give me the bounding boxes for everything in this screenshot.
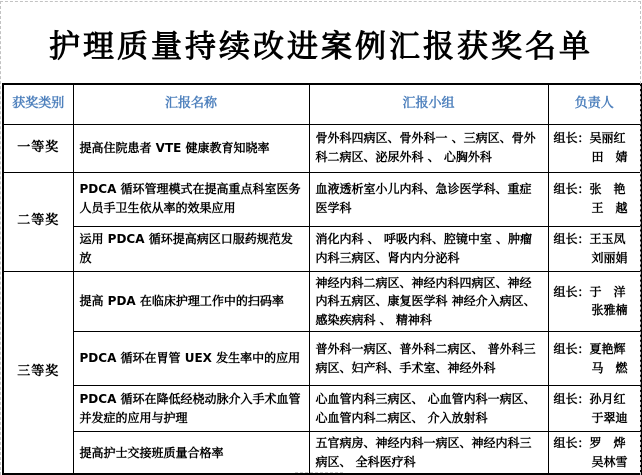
member-name: 于翠迪 (591, 410, 628, 425)
award-table (2, 83, 642, 475)
table-row (3, 172, 641, 226)
leader-cell (548, 386, 641, 432)
report-name-cell: PDCA 循环管理模式在提高重点科室医务人员手卫生依从率的效果应用 (73, 172, 309, 226)
member-name: 马 燃 (591, 360, 628, 375)
leader-name: 组长：夏艳辉 (553, 342, 626, 357)
report-group-cell: 心血管内科三病区、 心血管内科一病区、心血管内科二病区、 介入放射科 (309, 386, 548, 432)
table-row (3, 332, 641, 386)
header-award-category: 获奖类别 (3, 84, 73, 124)
leader-name: 组长：孙月红 (553, 392, 626, 407)
table-row (3, 124, 641, 172)
page-title: 护理质量持续改进案例汇报获奖名单 (49, 28, 593, 65)
leader-name: 组长：罗 烨 (553, 436, 626, 451)
leader-cell (548, 172, 641, 226)
leader-cell (548, 124, 641, 172)
award-category-cell-third-prize: 三等奖 (3, 271, 73, 474)
report-name-cell: 提高护士交接班质量合格率 (73, 432, 309, 475)
report-name-cell: 提高 PDA 在临床护理工作中的扫码率 (73, 271, 309, 332)
table-row (3, 432, 641, 475)
leader-cell (548, 271, 641, 332)
member-name: 刘丽娟 (591, 250, 628, 265)
report-group-cell: 骨外科四病区、骨外科一 、三病区、骨外科二病区、泌尿外科 、 心胸外科 (309, 124, 548, 172)
member-name: 王 越 (591, 201, 628, 215)
report-name-cell: PDCA 循环在胃管 UEX 发生率中的应用 (73, 332, 309, 386)
header-report-group: 汇报小组 (309, 84, 548, 124)
member-name: 吴林雪 (591, 454, 628, 469)
report-group-cell: 血液透析室小儿内科、急诊医学科、重症医学科 (309, 172, 548, 226)
member-name: 张雅楠 (591, 303, 628, 318)
award-category-cell-first-prize: 一等奖 (3, 124, 73, 172)
report-group-cell: 神经内科二病区、神经内科四病区、神经内科五病区、康复医学科 神经介入病区、 感染疾病科 、 精神科 (309, 271, 548, 332)
table-row (3, 226, 641, 271)
leader-cell (548, 226, 641, 271)
report-name-cell: 提高住院患者 VTE 健康教育知晓率 (73, 124, 309, 172)
leader-name: 组长：于 洋 (553, 284, 626, 299)
report-name-cell: PDCA 循环在降低经桡动脉介入手术血管并发症的应用与护理 (73, 386, 309, 432)
header-leader: 负责人 (548, 84, 641, 124)
member-name: 田 婧 (591, 150, 628, 164)
report-group-cell: 消化内科 、 呼吸内科、腔镜中室 、肿瘤内科三病区、肾内内分泌科 (309, 226, 548, 271)
report-group-cell: 普外科一病区、普外科二病区、 普外科三病区、妇产科、手术室、神经外科 (309, 332, 548, 386)
leader-name: 组长：王玉凤 (553, 231, 626, 246)
award-category-cell-second-prize: 二等奖 (3, 172, 73, 271)
report-group-cell: 五官病房、神经内科一病区、神经内科三病区、 全科医疗科 (309, 432, 548, 475)
leader-cell (548, 432, 641, 475)
table-header-row (3, 84, 641, 124)
table-row (3, 271, 641, 332)
header-report-name: 汇报名称 (73, 84, 309, 124)
leader-name: 组长：张 艳 (553, 182, 626, 197)
table-row (3, 386, 641, 432)
leader-cell (548, 332, 641, 386)
leader-name: 组长：吴丽红 (553, 131, 626, 146)
report-name-cell: 运用 PDCA 循环提高病区口服药规范发放 (73, 226, 309, 271)
